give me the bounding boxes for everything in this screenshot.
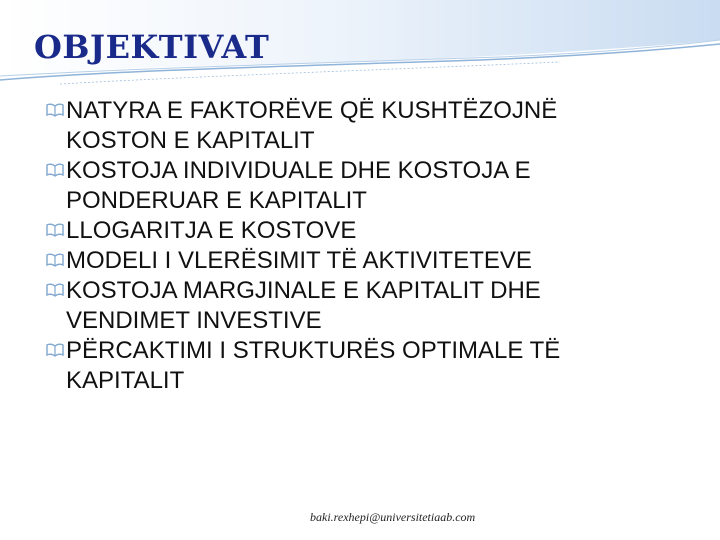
open-book-icon — [46, 222, 64, 238]
bullet-line-1: KOSTOJA MARGJINALE E KAPITALIT DHE — [66, 277, 541, 304]
bullet-line-2: KOSTON E KAPITALIT — [66, 127, 315, 154]
bullet-line-1: MODELI I VLERËSIMIT TË AKTIVITETEVE — [66, 247, 532, 274]
open-book-icon — [46, 342, 64, 358]
open-book-icon — [46, 162, 64, 178]
bullet-line-2: VENDIMET INVESTIVE — [66, 307, 322, 334]
slide-title: OBJEKTIVAT — [34, 28, 270, 66]
bullet-line-1: LLOGARITJA E KOSTOVE — [66, 217, 357, 244]
footer-email: baki.rexhepi@universitetiaab.com — [310, 510, 476, 524]
open-book-icon — [46, 282, 64, 298]
bullet-line-1: NATYRA E FAKTORËVE QË KUSHTËZOJNË — [66, 97, 558, 124]
bullet-line-1: KOSTOJA INDIVIDUALE DHE KOSTOJA E — [66, 157, 531, 184]
list-item — [46, 156, 696, 216]
objectives-list — [46, 96, 696, 396]
open-book-icon — [46, 102, 64, 118]
list-item — [46, 336, 696, 396]
open-book-icon — [46, 252, 64, 268]
bullet-line-2: KAPITALIT — [66, 367, 185, 394]
list-item — [46, 276, 696, 336]
list-item — [46, 96, 696, 156]
bullet-line-1: PËRCAKTIMI I STRUKTURËS OPTIMALE TË — [66, 337, 561, 364]
bullet-line-2: PONDERUAR E KAPITALIT — [66, 187, 367, 214]
list-item — [46, 246, 696, 276]
list-item — [46, 216, 696, 246]
